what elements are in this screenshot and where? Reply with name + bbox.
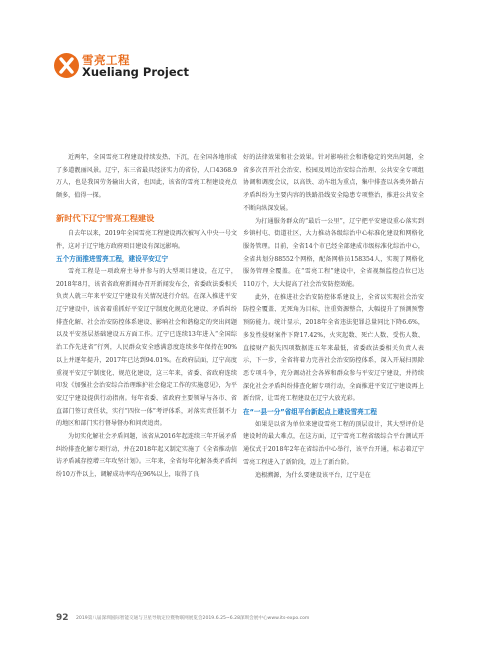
section-heading: 新时代下辽宁雪亮工程建设 <box>56 212 155 223</box>
brand-title-cn: 雪亮工程 <box>82 53 130 67</box>
body-paragraph: 为切实化解社会矛盾问题，该省从2016年起连续三年开展矛盾纠纷排查化解专项行动，并在2018年起又制定实施了《全省推动信访矛盾减存控增三年攻坚计划》。三年来，全省每年化解各类矛盾纠纷10万件以上，调解成功率均在96%以上，取得了良 <box>56 433 237 479</box>
intro-paragraph: 近两年，全国雪亮工程建设持续发热、下沉，在全国各地形成了多道靓丽风景。辽宁，东三省最具经济实力的省份，人口4368.9万人，也是我国劳务输出大省，也因此，该省的雪亮工程建设亮点颇多，值得一探。 <box>56 154 237 200</box>
subsection-heading: 在“一县一分”省组平台新起点上建设雪亮工程 <box>243 408 377 417</box>
left-column <box>56 152 237 482</box>
body-paragraph: 自去年以来，2019年全国雪亮工程建设再次被写入中央一号文件，这对于辽宁地方政府项目建设有深远影响。 <box>56 229 237 250</box>
footer-text: 2019第八届深圳国际智能交通与卫星导航定位暨物联网展览会2019.6.25~6.28深圳会展中心www.its-expo.com <box>76 616 310 621</box>
orange-x-logo-icon <box>54 53 79 78</box>
brand-title-en: Xueliang Project <box>82 65 189 79</box>
body-paragraph: 如果是以省为单位来建设雪亮工程的顶层设计，其大型评价是建设时的最大难点，在这方面，辽宁雪亮工程省级综合平台测试开通仪式于2018年2年在省综治中心举行，该平台开通，标志着辽宁雪亮工程进入了新阶段，迈上了新台阶。 <box>243 420 424 466</box>
body-paragraph: 雪亮工程是一项政府主导并参与的大型项目建设，在辽宁，2018年8月，该省省政府新闻办召开新闻发布会，省委政法委相关负责人就三年来平安辽宁建设有关情况进行介绍。在深入推进平安辽宁建设中，该省着重抓好平安辽宁制度化规范化建设、矛盾纠纷排查化解、社会治安防控体系建设、影响社会和谐稳定的突出问题以及平安基层基础建设五方面工作。辽宁已连续13年进入“全国综治工作先进省”行列，人民群众安全感满意度连续多年保持在90%以上并逐年提升，2017年已达到94.01%。在政府层面，辽宁高度重视平安辽宁制度化、规范化建设，这三年来，省委、省政府连续印发《加强社会治安综合治理维护社会稳定工作的实施意见》，为平安辽宁建设提供行动指南。每年省委、省政府主要领导与各市、省直部门签订责任状，实行“四位一体”考评体系，对落实责任制不力的地区和部门实行督导督办和问责追责。 <box>56 267 237 428</box>
subsection-heading: 五个方面推进雪亮工程，建设平安辽宁 <box>56 255 169 264</box>
page-number: 92 <box>56 613 69 623</box>
body-paragraph: 此外，在推进社会治安防控体系建设上，全省以实现社会治安防控全覆盖、无死角为目标，注重资源整合，大幅提升了预测预警预防能力。统计显示，2018年全省违法犯罪总量同比下降6.6%，多发性侵财案件下降17.42%，火灾起数、死亡人数、受伤人数、直接财产损失四项数据连五年来最低，省委政法委相关负责人表示，下一步，全省将着力完善社会治安防控体系，深入开展扫黑除恶专项斗争，充分调动社会各界和群众参与平安辽宁建设，并持续深化社会矛盾纠纷排查化解专项行动，全面推进平安辽宁建设再上新台阶，让雪亮工程建设在辽宁大放光彩。 <box>243 293 424 403</box>
body-paragraph: 好的法律效果和社会效果。针对影响社会和谐稳定的突出问题，全省多次召开社会治安、校园及周边治安综合治理、公共安全专项组协调和调度会议，以高铁、动车组为重点，集中排查以各类外路占矛盾纠纷为主要内容的铁路沿线安全隐患专项整治，推进公共安全不断向纵深发展。 <box>243 154 424 212</box>
right-column <box>243 152 424 482</box>
body-paragraph: 追根溯源，为什么要建设该平台，辽宁是在 <box>255 471 371 479</box>
body-paragraph: 为打通服务群众的“最后一公里”，辽宁把平安建设重心落实到乡镇村屯、街道社区，大力推动各级综治中心标准化建设和网格化服务管理。目前，全省14个市已经全部建成市级标准化综治中心，全省共划分88552个网格，配备网格员158354人，实现了网格化服务管理全覆盖。在“雪亮工程”建设中，全省视频监控点位已达110万个，大大提高了社会治安防控效能。 <box>243 217 424 289</box>
